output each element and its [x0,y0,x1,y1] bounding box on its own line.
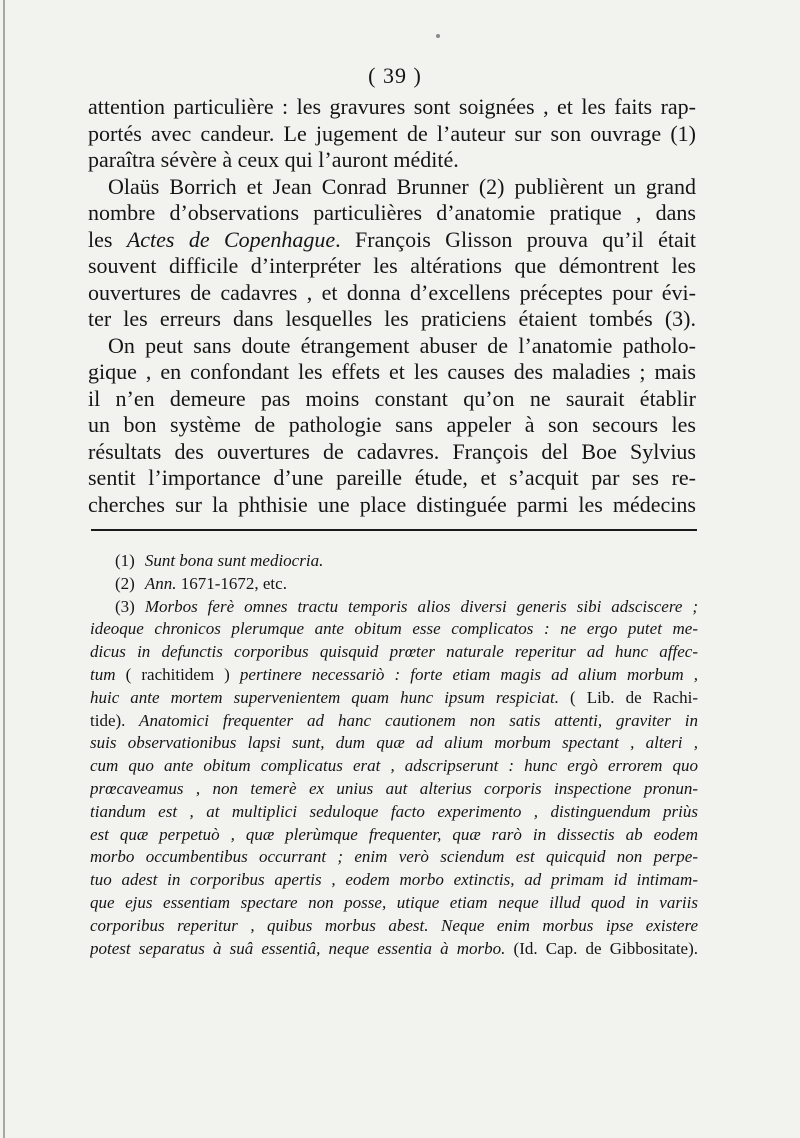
footnote-3-line [90,618,698,641]
footnote-3-line [90,732,698,755]
footnotes [90,550,698,960]
text-segment: souvent difficile d’interpréter les altérations que démontrent les [88,253,696,278]
footnote-text: que ejus essentiam spectare non posse, utique etiam neque illud quod in variis [90,892,698,912]
footnote-3-line [90,596,698,619]
text-line [88,386,696,413]
text-segment: cherches sur la phthisie une place distinguée parmi les médecins [88,491,696,517]
footnote-3-line [90,801,698,824]
text-segment: portés avec candeur. Le jugement de l’auteur sur son ouvrage (1) [88,120,696,146]
text-line [88,333,696,360]
text-segment: Olaüs Borrich et Jean Conrad Brunner (2) publièrent un grand [108,173,696,199]
text-line [88,306,696,333]
footnote-text: Anatomici frequenter ad hanc cautionem non satis attenti, graviter in [125,710,698,730]
footnote-separator-rule [91,529,697,531]
footnote-text: ideoque chronicos plerumque ante obitum esse complicatos : ne ergo putet me- [90,619,698,639]
text-segment: . François Glisson prouva qu’il était [335,226,696,252]
footnote-3-line [90,869,698,892]
footnote-marker: (2) [115,573,135,593]
footnote-text: ( rachitidem ) [125,664,230,684]
footnote-text: suis observationibus lapsi sunt, dum quæ ad alium morbum spectant , alteri , [90,733,698,753]
text-segment: attention particulière : les gravures sont soignées , et les faits rap- [88,94,696,119]
footnote-3-line [90,892,698,915]
text-segment: sentit l’importance d’une pareille étude, et s’acquit par ses re- [88,465,696,490]
footnote-3-line [90,755,698,778]
text-segment: résultats des ouvertures de cadavres. François del Boe Sylvius [88,438,696,464]
footnote-text: dicus in defunctis corporibus quisquid prœter naturale reperitur ad hunc affec- [90,642,698,662]
footnote-text: ( Lib. de Rachi- [558,687,698,707]
text-line [88,280,696,307]
footnote-text: est quæ perpetuò , quæ plerùmque frequenter, quæ rarò in dissectis ab eodem [90,824,698,844]
text-line [88,439,696,466]
footnote-text: pertinere necessariò : forte etiam magis ad alium morbum , [229,664,698,684]
text-segment: un bon système de pathologie sans appeler à son secours les [88,412,696,437]
text-line [88,94,696,121]
text-segment: gique , en confondant les effets et les causes des maladies ; mais [88,359,696,384]
footnote-text: tuo adest in corporibus apertis , eodem morbo extinctis, ad primam id intimam- [90,870,698,890]
footnote-text: huic ante mortem supervenientem quam hunc ipsum respiciat. [90,687,559,707]
footnote-3-line [90,641,698,664]
footnote-text: morbo occumbentibus occurrant ; enim verò sciendum est quicquid non perpe- [90,847,698,867]
footnote-3-line [90,710,698,733]
footnote-text: potest separatus à suâ essentiâ, neque essentia à morbo. [90,938,506,958]
footnote-text: (Id. Cap. de Gibbositate). [505,938,698,958]
footnote-3-line [90,938,698,961]
text-line [88,359,696,386]
footnote-marker: (3) [115,596,135,616]
text-segment: ter les erreurs dans lesquelles les praticiens étaient tombés (3). [88,306,696,331]
text-segment: nombre d’observations particulières d’anatomie pratique , dans [88,200,696,225]
text-line [88,174,696,201]
ink-speck [436,34,440,38]
text-line [88,147,696,174]
footnote-3-line [90,824,698,847]
text-segment: On peut sans doute étrangement abuser de l’anatomie patholo- [108,332,696,358]
text-line [88,121,696,148]
page-number: ( 39 ) [368,63,422,88]
footnote-text: prœcaveamus , non temerè ex unius aut alterius corporis inspectione pronun- [90,778,698,798]
footnote-1 [90,550,698,573]
footnote-text: cum quo ante obitum complicatus erat , adscripserunt : hunc ergò errorem quo [90,756,698,776]
footnote-3-line [90,687,698,710]
footnote-marker: (1) [115,551,135,570]
footnote-text: Ann. [144,573,177,593]
text-line [88,492,696,519]
text-line [88,227,696,254]
footnote-text: corporibus reperitur , quibus morbus abest. Neque enim morbus ipse existere [90,915,698,935]
main-text [88,94,696,518]
footnote-2 [90,573,698,596]
text-line [88,200,696,227]
text-segment: les [88,226,127,252]
text-line [88,412,696,439]
footnote-text: tum [90,664,126,684]
footnote-3-line [90,915,698,938]
italic-book-title: Actes de Copenhague [126,226,336,252]
footnote-text: tiandum est , at multiplici seduloque facto experimento , distinguendum priùs [90,801,698,821]
footnote-text: Morbos ferè omnes tractu temporis alios diversi generis sibi adsciscere ; [144,596,698,616]
scan-edge-line [3,0,5,1138]
footnote-3-line [90,778,698,801]
footnote-text: 1671-1672, etc. [176,573,287,593]
text-segment: ouvertures de cadavres , et donna d’excellens préceptes pour évi- [88,279,696,305]
footnote-text: tide). [90,710,126,730]
text-line [88,465,696,492]
footnote-text: Sunt bona sunt mediocria. [144,551,324,570]
footnote-3-line [90,664,698,687]
text-line [88,253,696,280]
text-segment: paraîtra sévère à ceux qui l’auront médité. [88,147,459,172]
text-segment: il n’en demeure pas moins constant qu’on ne saurait établir [88,385,696,411]
footnote-3-line [90,846,698,869]
